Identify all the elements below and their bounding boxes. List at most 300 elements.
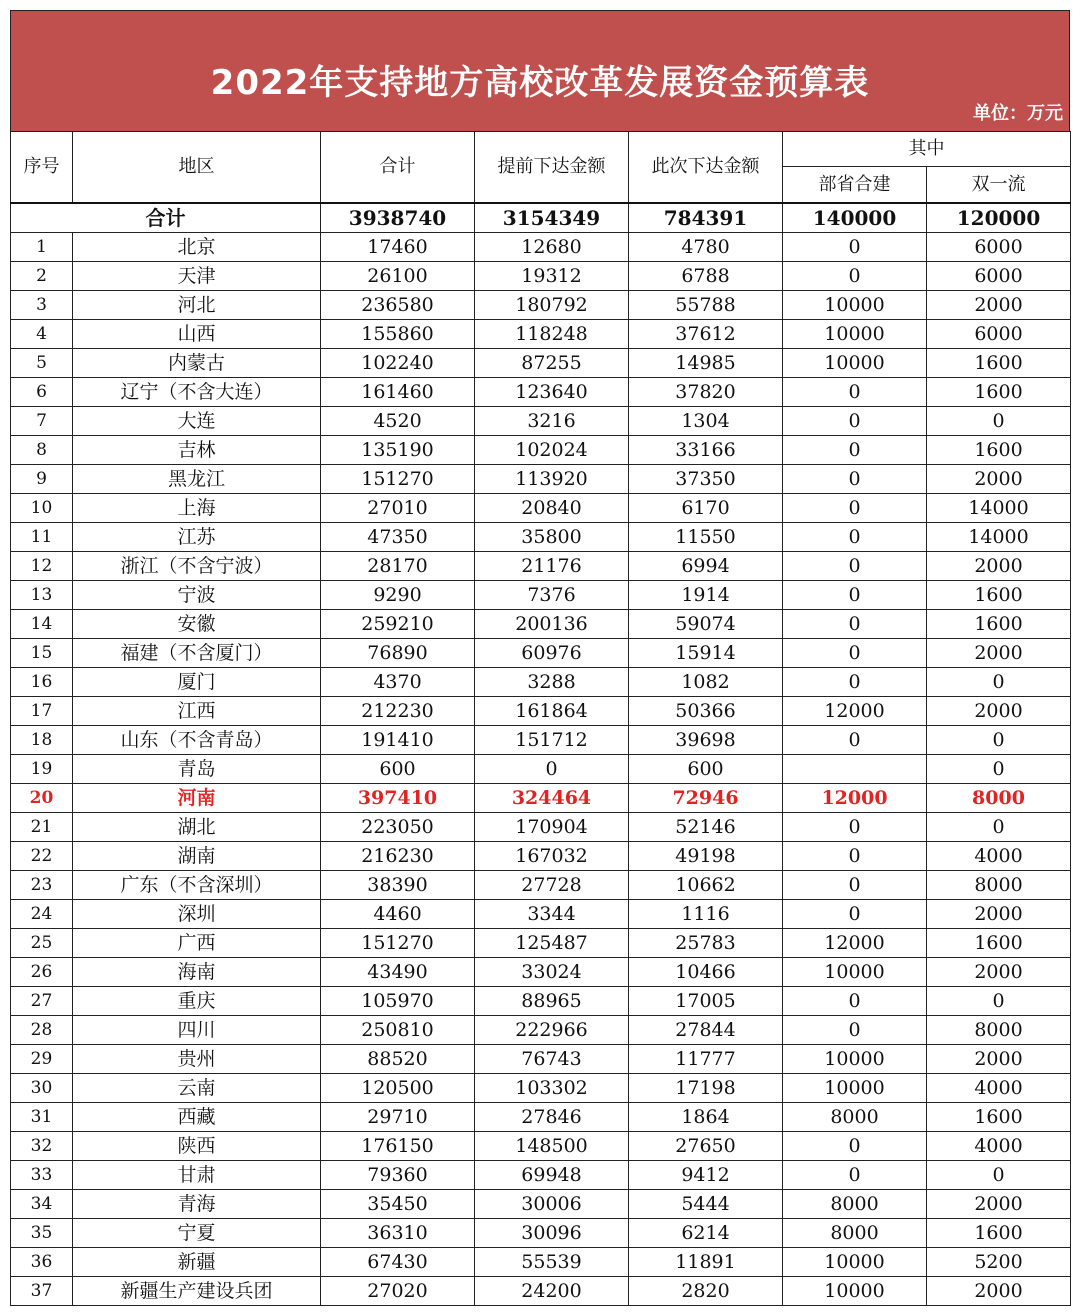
cell-advance: 27728 xyxy=(475,871,629,900)
table-row xyxy=(11,552,1071,581)
cell-seq: 21 xyxy=(11,813,73,842)
cell-region: 山东（不含青岛） xyxy=(73,726,321,755)
cell-double: 2000 xyxy=(927,639,1071,668)
cell-ministry: 0 xyxy=(783,436,927,465)
cell-ministry: 0 xyxy=(783,726,927,755)
cell-current: 1914 xyxy=(629,581,783,610)
cell-seq: 4 xyxy=(11,320,73,349)
cell-total: 67430 xyxy=(321,1248,475,1277)
cell-seq: 32 xyxy=(11,1132,73,1161)
cell-region: 西藏 xyxy=(73,1103,321,1132)
cell-advance: 324464 xyxy=(475,784,629,813)
cell-seq: 18 xyxy=(11,726,73,755)
cell-double: 2000 xyxy=(927,552,1071,581)
cell-ministry: 0 xyxy=(783,552,927,581)
cell-region: 吉林 xyxy=(73,436,321,465)
cell-advance: 3288 xyxy=(475,668,629,697)
cell-seq: 12 xyxy=(11,552,73,581)
budget-table xyxy=(10,131,1071,1306)
cell-advance: 102024 xyxy=(475,436,629,465)
cell-advance: 170904 xyxy=(475,813,629,842)
cell-region: 内蒙古 xyxy=(73,349,321,378)
cell-seq: 11 xyxy=(11,523,73,552)
table-row xyxy=(11,1074,1071,1103)
table-row xyxy=(11,784,1071,813)
cell-advance: 76743 xyxy=(475,1045,629,1074)
table-row xyxy=(11,407,1071,436)
cell-region: 四川 xyxy=(73,1016,321,1045)
cell-ministry: 0 xyxy=(783,1132,927,1161)
table-row xyxy=(11,639,1071,668)
cell-total: 161460 xyxy=(321,378,475,407)
cell-ministry: 8000 xyxy=(783,1190,927,1219)
cell-advance: 118248 xyxy=(475,320,629,349)
cell-region: 天津 xyxy=(73,262,321,291)
cell-region: 宁波 xyxy=(73,581,321,610)
cell-ministry: 10000 xyxy=(783,958,927,987)
table-row xyxy=(11,233,1071,262)
cell-total: 4370 xyxy=(321,668,475,697)
cell-region: 浙江（不含宁波） xyxy=(73,552,321,581)
cell-ministry: 0 xyxy=(783,610,927,639)
cell-total: 17460 xyxy=(321,233,475,262)
cell-current: 1304 xyxy=(629,407,783,436)
table-row xyxy=(11,929,1071,958)
cell-region: 贵州 xyxy=(73,1045,321,1074)
cell-current: 17005 xyxy=(629,987,783,1016)
cell-advance: 55539 xyxy=(475,1248,629,1277)
cell-current: 14985 xyxy=(629,349,783,378)
cell-double: 2000 xyxy=(927,697,1071,726)
cell-advance: 24200 xyxy=(475,1277,629,1306)
table-row xyxy=(11,262,1071,291)
table-row xyxy=(11,668,1071,697)
cell-ministry: 0 xyxy=(783,465,927,494)
cell-advance: 27846 xyxy=(475,1103,629,1132)
cell-current: 17198 xyxy=(629,1074,783,1103)
cell-ministry: 0 xyxy=(783,494,927,523)
cell-current: 25783 xyxy=(629,929,783,958)
cell-double: 1600 xyxy=(927,929,1071,958)
cell-seq: 13 xyxy=(11,581,73,610)
cell-current: 33166 xyxy=(629,436,783,465)
cell-ministry: 8000 xyxy=(783,1219,927,1248)
cell-total: 79360 xyxy=(321,1161,475,1190)
cell-ministry: 10000 xyxy=(783,291,927,320)
cell-double: 0 xyxy=(927,407,1071,436)
cell-double: 8000 xyxy=(927,1016,1071,1045)
cell-total: 223050 xyxy=(321,813,475,842)
cell-region: 河南 xyxy=(73,784,321,813)
cell-seq: 15 xyxy=(11,639,73,668)
cell-double: 6000 xyxy=(927,233,1071,262)
cell-current: 1082 xyxy=(629,668,783,697)
cell-current: 55788 xyxy=(629,291,783,320)
cell-region: 青岛 xyxy=(73,755,321,784)
cell-double: 0 xyxy=(927,726,1071,755)
table-row xyxy=(11,1190,1071,1219)
cell-total: 35450 xyxy=(321,1190,475,1219)
total-double: 120000 xyxy=(927,203,1071,233)
cell-current: 2820 xyxy=(629,1277,783,1306)
cell-total: 397410 xyxy=(321,784,475,813)
cell-current: 6214 xyxy=(629,1219,783,1248)
cell-total: 151270 xyxy=(321,929,475,958)
cell-ministry: 10000 xyxy=(783,1277,927,1306)
cell-region: 湖南 xyxy=(73,842,321,871)
header-of-which: 其中 xyxy=(783,132,1071,167)
cell-seq: 19 xyxy=(11,755,73,784)
cell-seq: 30 xyxy=(11,1074,73,1103)
cell-ministry: 12000 xyxy=(783,784,927,813)
cell-region: 宁夏 xyxy=(73,1219,321,1248)
cell-total: 600 xyxy=(321,755,475,784)
cell-current: 27650 xyxy=(629,1132,783,1161)
cell-current: 39698 xyxy=(629,726,783,755)
cell-total: 26100 xyxy=(321,262,475,291)
cell-current: 11891 xyxy=(629,1248,783,1277)
cell-region: 陕西 xyxy=(73,1132,321,1161)
cell-ministry: 8000 xyxy=(783,1103,927,1132)
table-row xyxy=(11,900,1071,929)
cell-ministry: 0 xyxy=(783,407,927,436)
cell-region: 福建（不含厦门） xyxy=(73,639,321,668)
header-seq: 序号 xyxy=(11,132,73,204)
total-total: 3938740 xyxy=(321,203,475,233)
cell-total: 4520 xyxy=(321,407,475,436)
cell-seq: 24 xyxy=(11,900,73,929)
cell-current: 11777 xyxy=(629,1045,783,1074)
cell-ministry: 0 xyxy=(783,842,927,871)
cell-seq: 35 xyxy=(11,1219,73,1248)
table-row xyxy=(11,1248,1071,1277)
cell-ministry: 12000 xyxy=(783,697,927,726)
cell-total: 151270 xyxy=(321,465,475,494)
table-row xyxy=(11,378,1071,407)
cell-total: 259210 xyxy=(321,610,475,639)
cell-total: 236580 xyxy=(321,291,475,320)
cell-current: 37350 xyxy=(629,465,783,494)
cell-seq: 26 xyxy=(11,958,73,987)
table-row xyxy=(11,697,1071,726)
table-row xyxy=(11,610,1071,639)
cell-ministry: 0 xyxy=(783,900,927,929)
cell-advance: 60976 xyxy=(475,639,629,668)
header-region: 地区 xyxy=(73,132,321,204)
cell-seq: 14 xyxy=(11,610,73,639)
cell-current: 5444 xyxy=(629,1190,783,1219)
cell-region: 大连 xyxy=(73,407,321,436)
cell-advance: 3344 xyxy=(475,900,629,929)
cell-total: 176150 xyxy=(321,1132,475,1161)
cell-double: 2000 xyxy=(927,465,1071,494)
cell-seq: 1 xyxy=(11,233,73,262)
cell-seq: 17 xyxy=(11,697,73,726)
table-row xyxy=(11,842,1071,871)
table-row xyxy=(11,523,1071,552)
cell-ministry: 0 xyxy=(783,1016,927,1045)
cell-current: 1116 xyxy=(629,900,783,929)
cell-advance: 222966 xyxy=(475,1016,629,1045)
cell-total: 36310 xyxy=(321,1219,475,1248)
table-row xyxy=(11,1219,1071,1248)
cell-double: 8000 xyxy=(927,871,1071,900)
cell-advance: 7376 xyxy=(475,581,629,610)
total-row xyxy=(11,203,1071,233)
cell-region: 江西 xyxy=(73,697,321,726)
table-row xyxy=(11,494,1071,523)
cell-double: 1600 xyxy=(927,349,1071,378)
cell-region: 重庆 xyxy=(73,987,321,1016)
cell-total: 191410 xyxy=(321,726,475,755)
cell-ministry: 0 xyxy=(783,871,927,900)
cell-ministry xyxy=(783,755,927,784)
cell-double: 1600 xyxy=(927,1219,1071,1248)
cell-ministry: 0 xyxy=(783,262,927,291)
cell-double: 0 xyxy=(927,813,1071,842)
cell-seq: 10 xyxy=(11,494,73,523)
cell-ministry: 10000 xyxy=(783,1074,927,1103)
cell-advance: 180792 xyxy=(475,291,629,320)
cell-region: 上海 xyxy=(73,494,321,523)
table-row xyxy=(11,958,1071,987)
cell-region: 黑龙江 xyxy=(73,465,321,494)
unit-label: 单位：万元 xyxy=(973,103,1063,124)
table-row xyxy=(11,1161,1071,1190)
cell-region: 北京 xyxy=(73,233,321,262)
cell-advance: 151712 xyxy=(475,726,629,755)
cell-ministry: 10000 xyxy=(783,1045,927,1074)
table-row xyxy=(11,987,1071,1016)
cell-seq: 2 xyxy=(11,262,73,291)
cell-advance: 30096 xyxy=(475,1219,629,1248)
cell-double: 0 xyxy=(927,668,1071,697)
title-banner xyxy=(10,10,1070,132)
cell-ministry: 0 xyxy=(783,813,927,842)
cell-total: 88520 xyxy=(321,1045,475,1074)
cell-total: 120500 xyxy=(321,1074,475,1103)
cell-double: 1600 xyxy=(927,1103,1071,1132)
cell-ministry: 0 xyxy=(783,523,927,552)
cell-seq: 25 xyxy=(11,929,73,958)
table-row xyxy=(11,1103,1071,1132)
cell-seq: 28 xyxy=(11,1016,73,1045)
cell-ministry: 10000 xyxy=(783,1248,927,1277)
cell-ministry: 10000 xyxy=(783,349,927,378)
cell-seq: 22 xyxy=(11,842,73,871)
cell-seq: 16 xyxy=(11,668,73,697)
table-row xyxy=(11,813,1071,842)
cell-current: 50366 xyxy=(629,697,783,726)
cell-seq: 9 xyxy=(11,465,73,494)
cell-current: 37820 xyxy=(629,378,783,407)
page-title: 2022年支持地方高校改革发展资金预算表 xyxy=(210,63,870,103)
cell-seq: 31 xyxy=(11,1103,73,1132)
cell-total: 155860 xyxy=(321,320,475,349)
cell-ministry: 12000 xyxy=(783,929,927,958)
cell-current: 10662 xyxy=(629,871,783,900)
cell-advance: 69948 xyxy=(475,1161,629,1190)
cell-seq: 7 xyxy=(11,407,73,436)
cell-ministry: 0 xyxy=(783,233,927,262)
cell-region: 海南 xyxy=(73,958,321,987)
cell-advance: 30006 xyxy=(475,1190,629,1219)
cell-double: 0 xyxy=(927,755,1071,784)
cell-total: 102240 xyxy=(321,349,475,378)
cell-current: 72946 xyxy=(629,784,783,813)
header-total: 合计 xyxy=(321,132,475,204)
cell-current: 4780 xyxy=(629,233,783,262)
cell-advance: 113920 xyxy=(475,465,629,494)
cell-double: 5200 xyxy=(927,1248,1071,1277)
cell-advance: 103302 xyxy=(475,1074,629,1103)
cell-region: 辽宁（不含大连） xyxy=(73,378,321,407)
cell-total: 76890 xyxy=(321,639,475,668)
cell-ministry: 0 xyxy=(783,639,927,668)
cell-double: 4000 xyxy=(927,842,1071,871)
cell-ministry: 0 xyxy=(783,378,927,407)
cell-region: 山西 xyxy=(73,320,321,349)
cell-double: 6000 xyxy=(927,320,1071,349)
table-row xyxy=(11,755,1071,784)
cell-double: 1600 xyxy=(927,378,1071,407)
cell-ministry: 0 xyxy=(783,987,927,1016)
cell-seq: 6 xyxy=(11,378,73,407)
cell-current: 600 xyxy=(629,755,783,784)
cell-double: 1600 xyxy=(927,436,1071,465)
cell-current: 15914 xyxy=(629,639,783,668)
cell-advance: 148500 xyxy=(475,1132,629,1161)
cell-region: 安徽 xyxy=(73,610,321,639)
cell-region: 广西 xyxy=(73,929,321,958)
cell-total: 135190 xyxy=(321,436,475,465)
cell-double: 2000 xyxy=(927,291,1071,320)
cell-advance: 21176 xyxy=(475,552,629,581)
total-advance: 3154349 xyxy=(475,203,629,233)
cell-seq: 33 xyxy=(11,1161,73,1190)
cell-double: 1600 xyxy=(927,610,1071,639)
cell-advance: 123640 xyxy=(475,378,629,407)
cell-double: 8000 xyxy=(927,784,1071,813)
cell-total: 9290 xyxy=(321,581,475,610)
cell-region: 深圳 xyxy=(73,900,321,929)
cell-advance: 161864 xyxy=(475,697,629,726)
cell-total: 4460 xyxy=(321,900,475,929)
cell-region: 青海 xyxy=(73,1190,321,1219)
cell-current: 37612 xyxy=(629,320,783,349)
cell-advance: 12680 xyxy=(475,233,629,262)
cell-total: 28170 xyxy=(321,552,475,581)
cell-total: 47350 xyxy=(321,523,475,552)
cell-current: 52146 xyxy=(629,813,783,842)
cell-advance: 88965 xyxy=(475,987,629,1016)
table-row xyxy=(11,1016,1071,1045)
cell-seq: 27 xyxy=(11,987,73,1016)
cell-seq: 8 xyxy=(11,436,73,465)
cell-current: 9412 xyxy=(629,1161,783,1190)
table-row xyxy=(11,465,1071,494)
total-ministry: 140000 xyxy=(783,203,927,233)
table-row xyxy=(11,1045,1071,1074)
cell-region: 广东（不含深圳） xyxy=(73,871,321,900)
cell-double: 4000 xyxy=(927,1132,1071,1161)
cell-total: 27010 xyxy=(321,494,475,523)
cell-double: 6000 xyxy=(927,262,1071,291)
cell-double: 0 xyxy=(927,1161,1071,1190)
cell-advance: 19312 xyxy=(475,262,629,291)
header-advance: 提前下达金额 xyxy=(475,132,629,204)
cell-current: 49198 xyxy=(629,842,783,871)
cell-total: 250810 xyxy=(321,1016,475,1045)
table-row xyxy=(11,871,1071,900)
cell-advance: 167032 xyxy=(475,842,629,871)
cell-seq: 29 xyxy=(11,1045,73,1074)
cell-double: 14000 xyxy=(927,523,1071,552)
cell-ministry: 10000 xyxy=(783,320,927,349)
cell-current: 11550 xyxy=(629,523,783,552)
cell-total: 38390 xyxy=(321,871,475,900)
cell-seq: 20 xyxy=(11,784,73,813)
cell-seq: 37 xyxy=(11,1277,73,1306)
header-current: 此次下达金额 xyxy=(629,132,783,204)
cell-current: 6994 xyxy=(629,552,783,581)
cell-double: 2000 xyxy=(927,900,1071,929)
cell-seq: 3 xyxy=(11,291,73,320)
budget-sheet xyxy=(10,10,1070,1306)
header-double: 双一流 xyxy=(927,167,1071,203)
cell-advance: 33024 xyxy=(475,958,629,987)
cell-seq: 34 xyxy=(11,1190,73,1219)
cell-region: 云南 xyxy=(73,1074,321,1103)
table-row xyxy=(11,581,1071,610)
cell-region: 甘肃 xyxy=(73,1161,321,1190)
cell-seq: 5 xyxy=(11,349,73,378)
cell-region: 厦门 xyxy=(73,668,321,697)
cell-region: 新疆 xyxy=(73,1248,321,1277)
cell-region: 新疆生产建设兵团 xyxy=(73,1277,321,1306)
cell-double: 2000 xyxy=(927,1190,1071,1219)
cell-ministry: 0 xyxy=(783,581,927,610)
cell-current: 6170 xyxy=(629,494,783,523)
cell-current: 6788 xyxy=(629,262,783,291)
cell-advance: 35800 xyxy=(475,523,629,552)
cell-seq: 23 xyxy=(11,871,73,900)
table-row xyxy=(11,349,1071,378)
table-row xyxy=(11,320,1071,349)
cell-total: 27020 xyxy=(321,1277,475,1306)
total-current: 784391 xyxy=(629,203,783,233)
cell-total: 43490 xyxy=(321,958,475,987)
cell-total: 105970 xyxy=(321,987,475,1016)
cell-double: 1600 xyxy=(927,581,1071,610)
table-row xyxy=(11,1132,1071,1161)
cell-seq: 36 xyxy=(11,1248,73,1277)
cell-ministry: 0 xyxy=(783,668,927,697)
header-ministry: 部省合建 xyxy=(783,167,927,203)
table-row xyxy=(11,436,1071,465)
cell-advance: 125487 xyxy=(475,929,629,958)
table-row xyxy=(11,1277,1071,1306)
cell-double: 2000 xyxy=(927,958,1071,987)
cell-double: 2000 xyxy=(927,1277,1071,1306)
cell-current: 1864 xyxy=(629,1103,783,1132)
cell-double: 2000 xyxy=(927,1045,1071,1074)
cell-double: 0 xyxy=(927,987,1071,1016)
cell-advance: 0 xyxy=(475,755,629,784)
cell-region: 江苏 xyxy=(73,523,321,552)
cell-advance: 3216 xyxy=(475,407,629,436)
cell-region: 湖北 xyxy=(73,813,321,842)
